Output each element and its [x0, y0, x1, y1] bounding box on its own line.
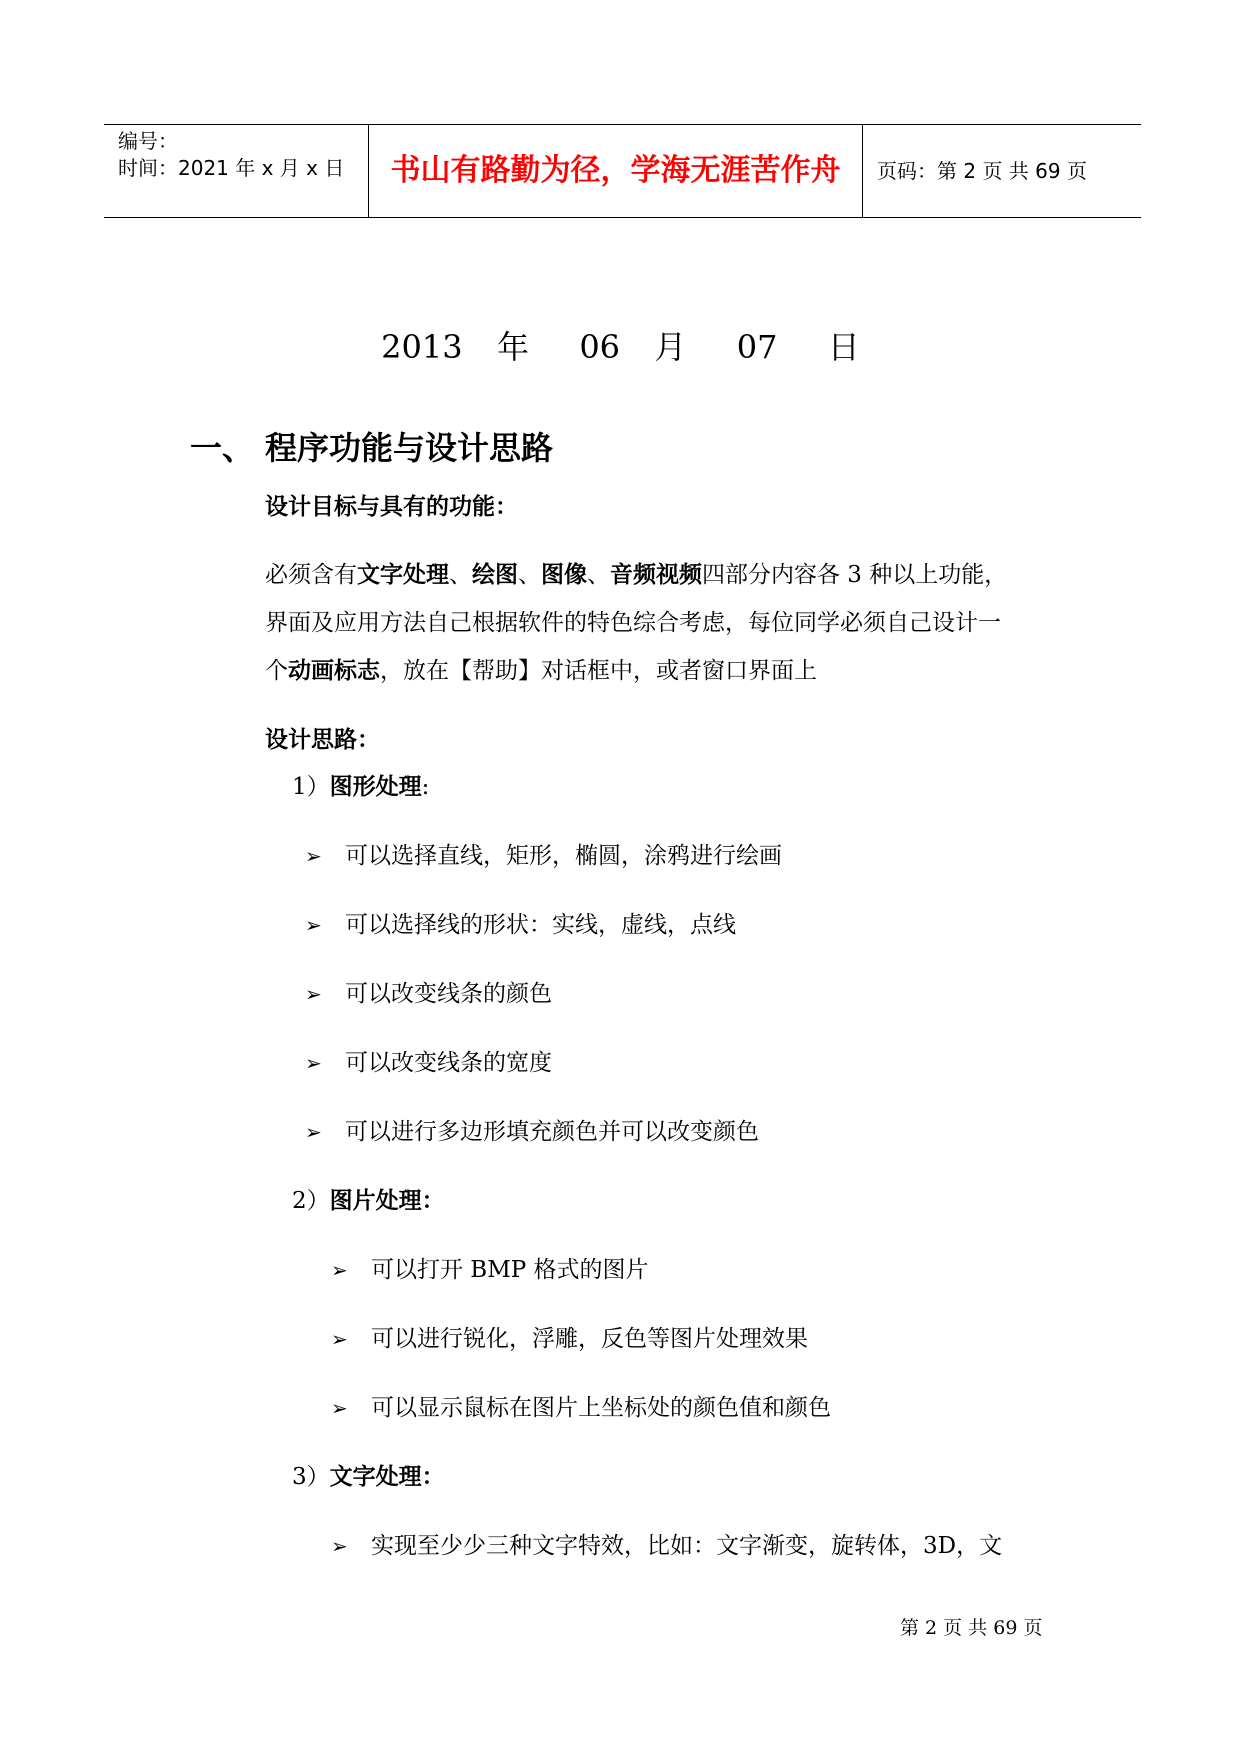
- date-month: 06: [579, 328, 621, 366]
- section-number: 一、: [190, 429, 255, 467]
- bullet-arrow-icon: ➢: [331, 1534, 348, 1558]
- group-prefix: 1）: [292, 774, 330, 800]
- page-header: [104, 124, 1141, 218]
- list-item-text: 可以改变线条的宽度: [345, 1050, 552, 1076]
- bullet-arrow-icon: ➢: [305, 844, 322, 868]
- list-item-text: 可以选择线的形状：实线，虚线，点线: [345, 912, 736, 938]
- date-day-unit: 日: [827, 328, 860, 366]
- bullet-arrow-icon: ➢: [331, 1396, 348, 1420]
- header-meta: [104, 125, 369, 217]
- list-item: [305, 975, 552, 1008]
- document-time-label: 时间：2021 年 x 月 x 日: [118, 156, 345, 180]
- group-suffix: :: [421, 774, 430, 800]
- list-item: [331, 1251, 649, 1284]
- list-item: [305, 837, 782, 870]
- group-heading-images: [292, 1182, 445, 1215]
- goals-paragraph-line-3: [265, 652, 817, 685]
- bullet-arrow-icon: ➢: [305, 1051, 322, 1075]
- date-day: 07: [736, 328, 778, 366]
- goals-paragraph-line-2: 界面及应用方法自己根据软件的特色综合考虑，每位同学必须自己设计一: [265, 610, 1001, 636]
- list-item: [331, 1527, 1002, 1560]
- group-label: 文字处理：: [329, 1464, 445, 1490]
- bullet-arrow-icon: ➢: [331, 1327, 348, 1351]
- bold-run: 音频视频: [610, 562, 702, 588]
- bullet-arrow-icon: ➢: [305, 982, 322, 1006]
- page-footer: 第 2 页 共 69 页: [900, 1617, 1043, 1639]
- group-heading-graphics: [292, 768, 429, 801]
- list-item: [305, 1113, 759, 1146]
- list-item-text: 可以打开 BMP 格式的图片: [371, 1257, 649, 1283]
- section-title: 程序功能与设计思路: [265, 429, 554, 467]
- text-run: 四部分内容各 3 种以上功能，: [702, 562, 1008, 588]
- header-page-code: 页码：第 2 页 共 69 页: [877, 159, 1087, 183]
- group-label: 图形处理: [329, 774, 422, 800]
- text-run: 个: [265, 658, 288, 684]
- list-item-text: 可以进行锐化，浮雕，反色等图片处理效果: [371, 1326, 808, 1352]
- bullet-arrow-icon: ➢: [305, 1120, 322, 1144]
- list-item: [305, 1044, 552, 1077]
- group-heading-text: [292, 1458, 445, 1491]
- list-item-text: 可以改变线条的颜色: [345, 981, 552, 1007]
- list-item-text: 可以选择直线，矩形，椭圆，涂鸦进行绘画: [345, 843, 782, 869]
- date-year-unit: 年: [496, 328, 529, 366]
- group-label: 图片处理：: [329, 1188, 445, 1214]
- design-heading: 设计思路：: [265, 727, 380, 753]
- document-number-label: 编号：: [118, 129, 178, 153]
- bold-run: 动画标志: [288, 658, 380, 684]
- group-prefix: 3）: [292, 1464, 330, 1490]
- date-year: 2013: [381, 328, 463, 366]
- list-item-text: 实现至少少三种文字特效，比如：文字渐变，旋转体，3D，文: [371, 1533, 1003, 1559]
- list-item: [331, 1389, 831, 1422]
- text-run: 、: [518, 562, 541, 588]
- list-item: [331, 1320, 808, 1353]
- bold-run: 文字处理: [357, 562, 449, 588]
- bold-run: 图像: [541, 562, 587, 588]
- document-date: [0, 322, 1241, 368]
- group-prefix: 2）: [292, 1188, 330, 1214]
- bullet-arrow-icon: ➢: [305, 913, 322, 937]
- text-run: 、: [587, 562, 610, 588]
- list-item-text: 可以进行多边形填充颜色并可以改变颜色: [345, 1119, 759, 1145]
- text-run: 、: [449, 562, 472, 588]
- date-month-unit: 月: [654, 328, 687, 366]
- list-item-text: 可以显示鼠标在图片上坐标处的颜色值和颜色: [371, 1395, 831, 1421]
- text-run: ，放在【帮助】对话框中，或者窗口界面上: [380, 658, 817, 684]
- list-item: [305, 906, 736, 939]
- header-motto: 书山有路勤为径，学海无涯苦作舟: [369, 125, 863, 217]
- goals-paragraph-line-1: [265, 556, 1007, 589]
- bullet-arrow-icon: ➢: [331, 1258, 348, 1282]
- bold-run: 绘图: [472, 562, 518, 588]
- text-run: 必须含有: [265, 562, 357, 588]
- goals-heading: 设计目标与具有的功能：: [265, 494, 518, 520]
